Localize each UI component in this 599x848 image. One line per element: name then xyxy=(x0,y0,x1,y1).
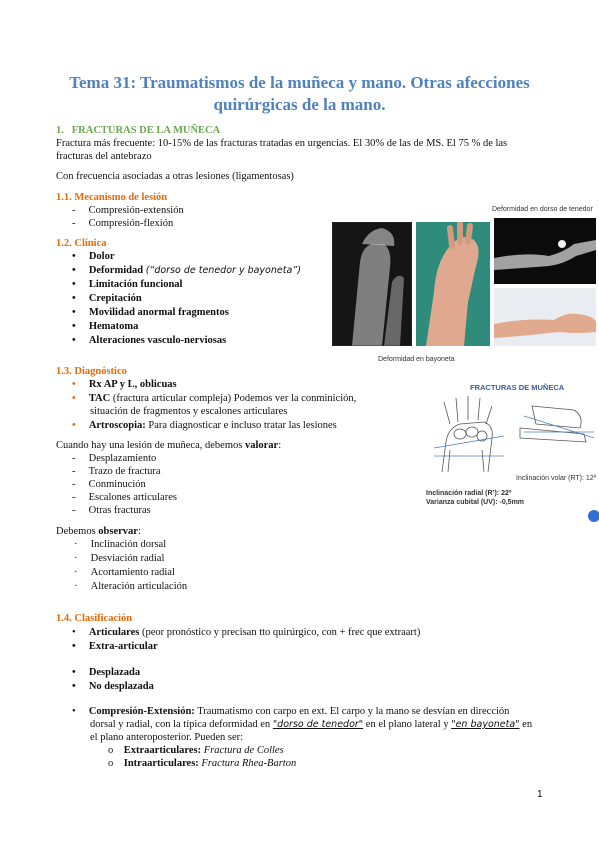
section-heading-1: 1. FRACTURAS DE LA MUÑECA xyxy=(56,125,221,136)
hand-photo xyxy=(416,222,490,346)
list-item: • Dolor xyxy=(72,251,115,262)
page-number: 1 xyxy=(537,789,543,800)
paragraph: Con frecuencia asociadas a otras lesiones (ligamentosas) xyxy=(56,171,294,182)
list-item: • No desplazada xyxy=(72,681,154,692)
list-item: - Conminución xyxy=(72,479,146,490)
list-item: • Hematoma xyxy=(72,321,139,332)
paragraph: Cuando hay una lesión de muñeca, debemos valorar: xyxy=(56,440,282,451)
list-item: • Limitación funcional xyxy=(72,279,183,290)
paragraph: fracturas del antebrazo xyxy=(56,151,152,162)
list-item-continuation: dorsal y radial, con la típica deformidad en "dorso de tenedor" en el plano lateral y "en bayoneta" en xyxy=(90,719,533,730)
figure-title: FRACTURAS DE MUÑECA xyxy=(470,383,565,392)
figure-caption: Deformidad en bayoneta xyxy=(378,356,455,363)
list-item: • Extra-articular xyxy=(72,641,158,652)
list-item: • Movilidad anormal fragmentos xyxy=(72,307,229,318)
list-item: · Acortamiento radial xyxy=(74,567,175,578)
list-item: · Inclinación dorsal xyxy=(74,539,167,550)
section-heading-1-2: 1.2. Clínica xyxy=(56,238,107,249)
list-item: - Compresión-flexión xyxy=(72,218,174,229)
xray-image xyxy=(332,222,412,346)
section-heading-1-1: 1.1. Mecanismo de lesión xyxy=(56,192,168,203)
section-heading-1-4: 1.4. Clasificación xyxy=(56,613,133,624)
list-item: • Artroscopia: Para diagnosticar e incluso tratar las lesiones xyxy=(72,420,337,431)
list-item: - Desplazamiento xyxy=(72,453,157,464)
page-title: Tema 31: Traumatismos de la muñeca y mano. Otras afecciones quirúrgicas de la mano. xyxy=(69,73,530,114)
list-item: - Otras fracturas xyxy=(72,505,151,516)
paragraph: Debemos observar: xyxy=(56,526,141,537)
figure-label: Inclinación volar (RT): 12º xyxy=(516,475,597,482)
list-item: - Escalones articulares xyxy=(72,492,177,503)
list-item-continuation: el plano anteroposterior. Pueden ser: xyxy=(90,732,244,743)
list-item: • Rx AP y L, oblicuas xyxy=(72,379,177,390)
list-item: • Alteraciones vasculo-nerviosas xyxy=(72,335,227,346)
sub-list-item: o Extraarticulares: Fractura de Colles xyxy=(108,745,284,756)
sub-list-item: o Intraarticulares: Fractura Rhea-Barton xyxy=(108,758,297,769)
list-item: - Trazo de fractura xyxy=(72,466,161,477)
list-item: • Desplazada xyxy=(72,667,141,678)
list-item: • TAC (fractura articular compleja) Podemos ver la conminición, xyxy=(72,393,357,404)
list-item: • Crepitación xyxy=(72,293,142,304)
section-heading-1-3: 1.3. Diagnóstico xyxy=(56,366,127,377)
list-item: · Desviación radial xyxy=(74,553,165,564)
list-item: · Alteración articulación xyxy=(74,581,188,592)
list-item: • Compresión-Extensión: Traumatismo con carpo en ext. El carpo y la mano se desvían en dirección xyxy=(72,706,510,717)
figure-label: Varianza cubital (UV): -0,5mm xyxy=(426,499,525,506)
list-item: • Articulares (peor pronóstico y precisan tto quirúrgico, con + frec que extraart) xyxy=(72,627,421,638)
lateral-xray-image xyxy=(494,218,596,284)
list-item: • Deformidad (“dorso de tenedor y bayoneta”) xyxy=(72,265,301,276)
list-item: - Compresión-extensión xyxy=(72,205,184,216)
arm-photo xyxy=(494,288,596,346)
paragraph: Fractura más frecuente: 10-15% de las fracturas tratadas en urgencias. El 30% de las de MS. El 75 % de las xyxy=(56,138,508,149)
figure-label: Inclinación radial (R’): 22º xyxy=(426,490,512,497)
list-item-continuation: situación de fragmentos y escalones articulares xyxy=(90,406,288,417)
figure-caption: Deformidad en dorso de tenedor xyxy=(492,206,593,213)
